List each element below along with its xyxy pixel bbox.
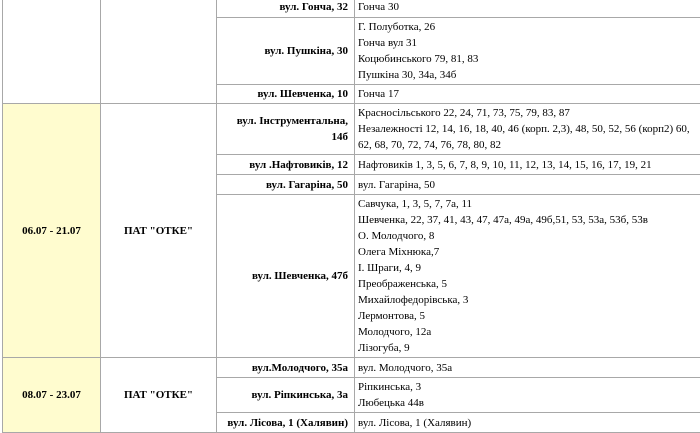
street-cell: вул. Інструментальна, 14б	[217, 104, 355, 155]
address-line: Пушкіна 30, 34а, 34б	[358, 67, 697, 83]
address-line: Гонча вул 31	[358, 35, 697, 51]
organization-cell	[101, 0, 217, 104]
address-cell	[355, 195, 700, 358]
address-cell	[355, 85, 700, 104]
address-line: Савчука, 1, 3, 5, 7, 7а, 11	[358, 196, 697, 212]
address-line: Гонча 17	[358, 86, 697, 102]
address-line: Молодчого, 12а	[358, 324, 697, 340]
address-line: Олега Міхнюка,7	[358, 244, 697, 260]
address-line: О. Молодчого, 8	[358, 228, 697, 244]
address-line: Лермонтова, 5	[358, 308, 697, 324]
address-line: Ріпкинська, 3	[358, 379, 697, 395]
street-cell: вул. Шевченка, 10	[217, 85, 355, 104]
address-cell	[355, 0, 700, 18]
address-line: вул. Гагаріна, 50	[358, 177, 697, 193]
address-cell	[355, 413, 700, 433]
street-cell: вул.Молодчого, 35а	[217, 358, 355, 378]
street-cell: вул. Гагаріна, 50	[217, 175, 355, 195]
table-row	[3, 104, 700, 155]
address-line: І. Шраги, 4, 9	[358, 260, 697, 276]
address-line: Шевченка, 22, 37, 41, 43, 47, 47а, 49а, 49б,51, 53, 53а, 53б, 53в	[358, 212, 697, 228]
address-cell	[355, 18, 700, 85]
address-line: Незалежності 12, 14, 16, 18, 40, 46 (корп. 2,3), 48, 50, 52, 56 (корп2) 60, 62, 68, 70, 72, 74, 76, 78, 80, 82	[358, 121, 697, 153]
address-cell	[355, 155, 700, 175]
address-line: Лізогуба, 9	[358, 340, 697, 356]
street-cell: вул. Гонча, 32	[217, 0, 355, 18]
address-line: вул. Лісова, 1 (Халявин)	[358, 415, 697, 431]
street-cell: вул. Шевченка, 47б	[217, 195, 355, 358]
address-line: Гонча 30	[358, 0, 697, 15]
date-cell: 06.07 - 21.07	[3, 104, 101, 358]
organization-cell: ПАТ "ОТКЕ"	[101, 104, 217, 358]
organization-cell: ПАТ "ОТКЕ"	[101, 358, 217, 433]
street-cell: вул. Лісова, 1 (Халявин)	[217, 413, 355, 433]
address-line: Красносільського 22, 24, 71, 73, 75, 79, 83, 87	[358, 105, 697, 121]
address-line: Любецька 44в	[358, 395, 697, 411]
address-line: Михайлофедорівська, 3	[358, 292, 697, 308]
address-line: Коцюбинського 79, 81, 83	[358, 51, 697, 67]
table-row	[3, 0, 700, 18]
table-row	[3, 358, 700, 378]
street-cell: вул. Ріпкинська, 3а	[217, 378, 355, 413]
street-cell: вул. Пушкіна, 30	[217, 18, 355, 85]
outage-schedule-table	[2, 0, 700, 433]
address-cell	[355, 378, 700, 413]
address-line: Нафтовиків 1, 3, 5, 6, 7, 8, 9, 10, 11, 12, 13, 14, 15, 16, 17, 19, 21	[358, 157, 697, 173]
address-line: вул. Молодчого, 35а	[358, 360, 697, 376]
address-cell	[355, 104, 700, 155]
date-cell: 08.07 - 23.07	[3, 358, 101, 433]
address-cell	[355, 358, 700, 378]
street-cell: вул .Нафтовиків, 12	[217, 155, 355, 175]
date-cell	[3, 0, 101, 104]
address-line: Преображенська, 5	[358, 276, 697, 292]
address-line: Г. Полуботка, 26	[358, 19, 697, 35]
address-cell	[355, 175, 700, 195]
